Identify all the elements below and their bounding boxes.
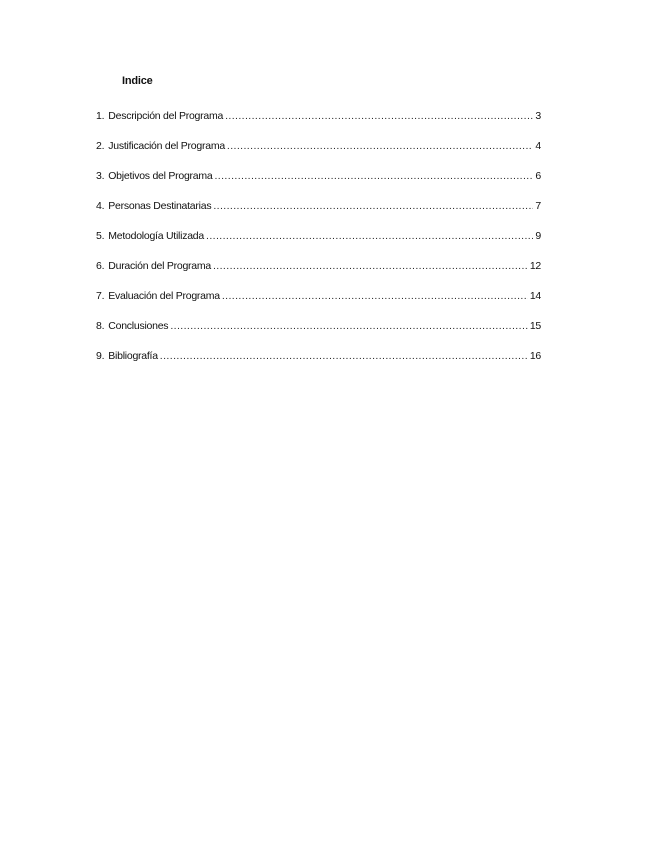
toc-dot-leader xyxy=(227,140,534,152)
toc-entry-page: 15 xyxy=(529,320,541,332)
toc-entry-page: 6 xyxy=(535,170,541,182)
toc-entry-page: 3 xyxy=(535,110,541,122)
toc-dot-leader xyxy=(206,230,533,242)
toc-entry-label: Metodología Utilizada xyxy=(108,230,204,242)
toc-entry-page: 9 xyxy=(535,230,541,242)
toc-title: Indice xyxy=(122,75,153,87)
toc-entry-label: Personas Destinatarias xyxy=(108,200,212,212)
toc-entry xyxy=(96,260,541,290)
table-of-contents xyxy=(96,110,541,380)
toc-dot-leader xyxy=(225,110,533,122)
toc-dot-leader xyxy=(160,350,528,362)
toc-entry xyxy=(96,350,541,380)
toc-entry-page: 12 xyxy=(529,260,541,272)
toc-entry-number: 2. xyxy=(96,140,105,152)
toc-entry-number: 8. xyxy=(96,320,105,332)
toc-entry xyxy=(96,230,541,260)
toc-entry-number: 3. xyxy=(96,170,105,182)
toc-entry-label: Justificación del Programa xyxy=(108,140,225,152)
toc-entry xyxy=(96,140,541,170)
toc-entry-page: 4 xyxy=(535,140,541,152)
toc-entry-number: 5. xyxy=(96,230,105,242)
toc-entry-number: 1. xyxy=(96,110,105,122)
toc-entry-page: 7 xyxy=(535,200,541,212)
toc-entry-label: Evaluación del Programa xyxy=(108,290,220,302)
toc-dot-leader xyxy=(214,170,533,182)
toc-entry xyxy=(96,170,541,200)
toc-entry-page: 14 xyxy=(529,290,541,302)
toc-entry-label: Duración del Programa xyxy=(108,260,211,272)
toc-entry xyxy=(96,290,541,320)
toc-dot-leader xyxy=(213,200,533,212)
toc-entry-number: 6. xyxy=(96,260,105,272)
toc-entry xyxy=(96,320,541,350)
toc-entry xyxy=(96,110,541,140)
toc-entry-number: 4. xyxy=(96,200,105,212)
toc-entry-label: Objetivos del Programa xyxy=(108,170,213,182)
toc-entry-label: Descripción del Programa xyxy=(108,110,224,122)
toc-entry-label: Bibliografía xyxy=(108,350,158,362)
toc-dot-leader xyxy=(170,320,528,332)
toc-entry-page: 16 xyxy=(529,350,541,362)
toc-dot-leader xyxy=(213,260,528,272)
toc-dot-leader xyxy=(222,290,528,302)
toc-entry xyxy=(96,200,541,230)
toc-entry-number: 7. xyxy=(96,290,105,302)
toc-entry-label: Conclusiones xyxy=(108,320,169,332)
toc-entry-number: 9. xyxy=(96,350,105,362)
